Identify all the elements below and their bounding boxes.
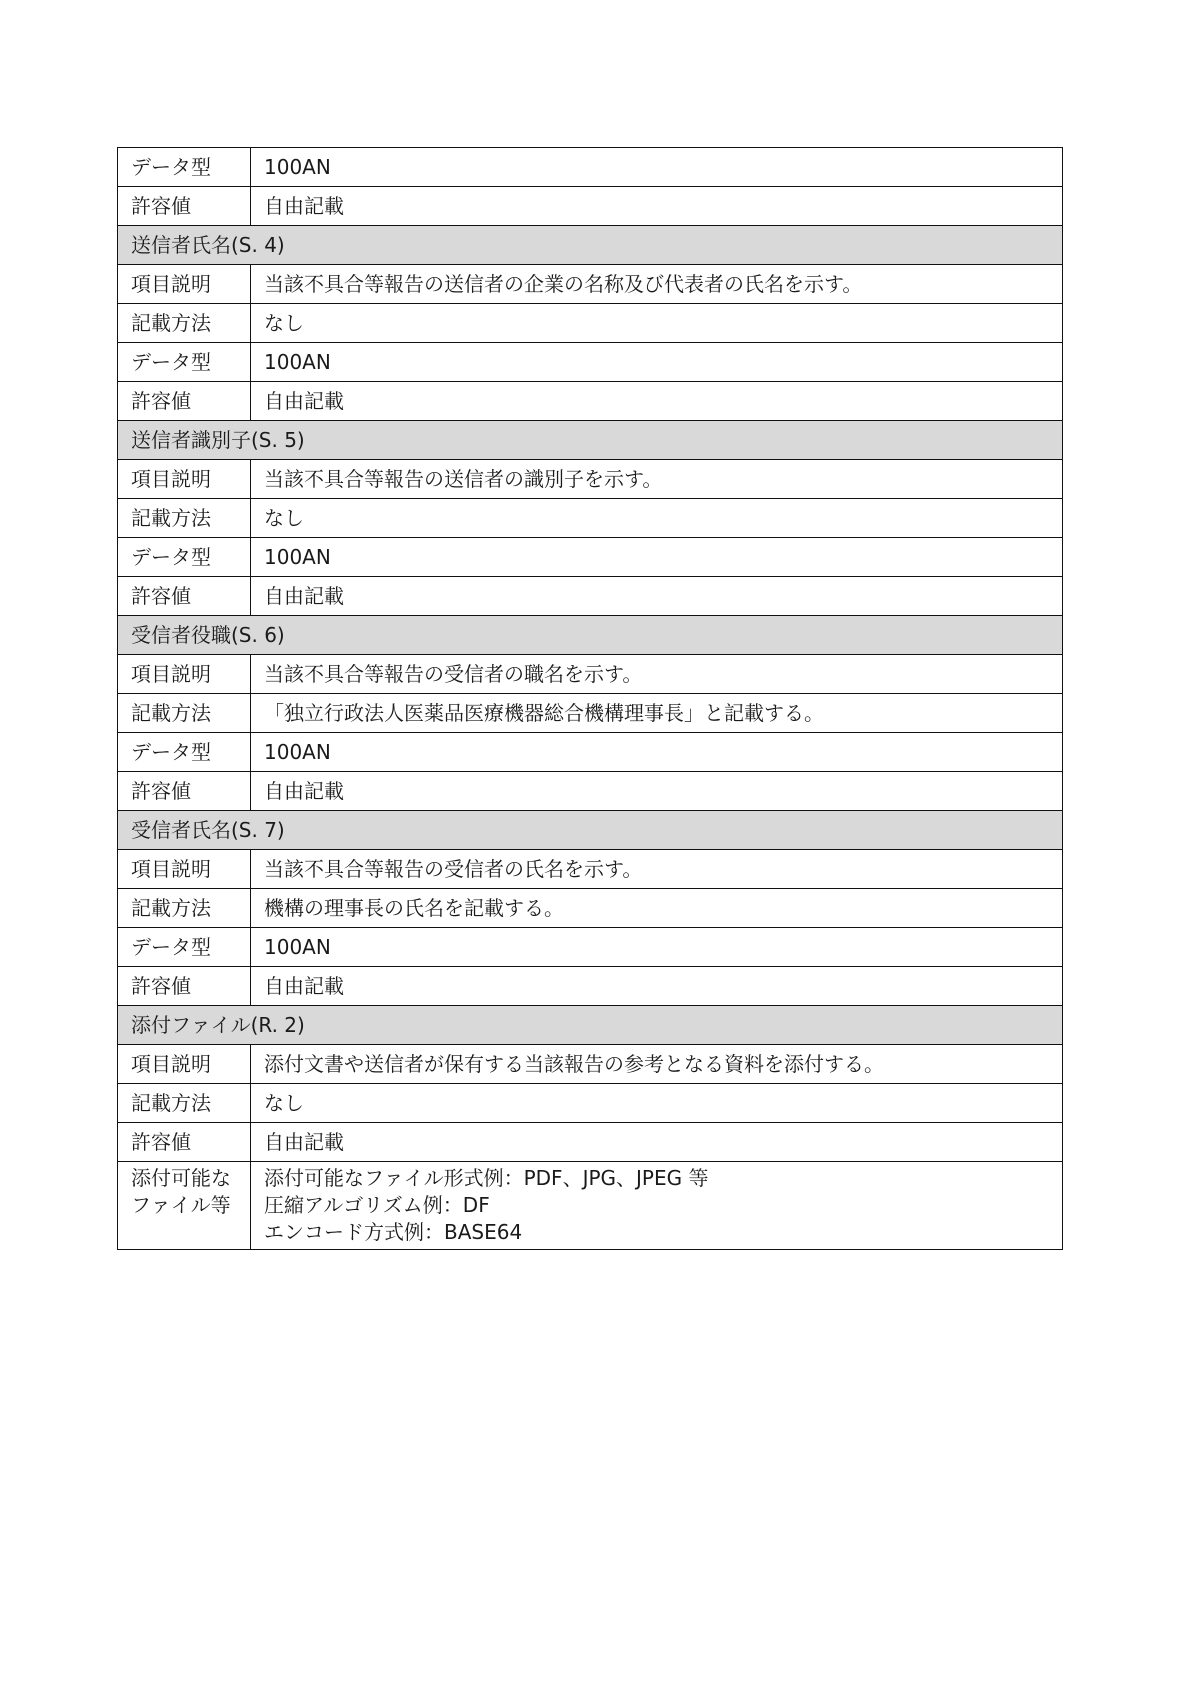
field-value: 100AN: [251, 928, 1063, 967]
field-value: 自由記載: [251, 382, 1063, 421]
field-label: 許容値: [118, 772, 251, 811]
field-value: 当該不具合等報告の送信者の企業の名称及び代表者の氏名を示す。: [251, 265, 1063, 304]
field-value: なし: [251, 304, 1063, 343]
value-line: 添付可能なファイル形式例：PDF、JPG、JPEG 等: [264, 1166, 709, 1190]
field-label: 記載方法: [118, 1084, 251, 1123]
table-row: [118, 577, 1063, 616]
field-value: [251, 1162, 1063, 1250]
section-title: 送信者氏名(S. 4): [118, 226, 1063, 265]
table-row: [118, 382, 1063, 421]
field-label: 項目説明: [118, 1045, 251, 1084]
field-value: 100AN: [251, 343, 1063, 382]
label-line: ファイル等: [131, 1193, 231, 1217]
field-value: 機構の理事長の氏名を記載する。: [251, 889, 1063, 928]
table-row: [118, 1045, 1063, 1084]
attachable-files-row: [118, 1162, 1063, 1250]
value-line: 圧縮アルゴリズム例：DF: [264, 1193, 490, 1217]
label-line: 添付可能な: [131, 1166, 231, 1190]
section-header: [118, 226, 1063, 265]
field-value: 100AN: [251, 148, 1063, 187]
field-value: 100AN: [251, 538, 1063, 577]
field-label: [118, 1162, 251, 1250]
table-row: [118, 265, 1063, 304]
table-row: [118, 733, 1063, 772]
field-label: データ型: [118, 148, 251, 187]
section-title: 受信者氏名(S. 7): [118, 811, 1063, 850]
table-row: [118, 850, 1063, 889]
section-header: [118, 421, 1063, 460]
table-row: [118, 499, 1063, 538]
field-label: 記載方法: [118, 499, 251, 538]
field-value: 100AN: [251, 733, 1063, 772]
field-label: 項目説明: [118, 265, 251, 304]
field-label: データ型: [118, 928, 251, 967]
table-row: [118, 148, 1063, 187]
field-value: 自由記載: [251, 1123, 1063, 1162]
field-label: 記載方法: [118, 694, 251, 733]
field-value: 自由記載: [251, 967, 1063, 1006]
spec-table: [117, 147, 1063, 1250]
field-label: 項目説明: [118, 460, 251, 499]
field-value: なし: [251, 1084, 1063, 1123]
value-line: エンコード方式例：BASE64: [264, 1220, 523, 1244]
table-row: [118, 304, 1063, 343]
field-label: 記載方法: [118, 304, 251, 343]
field-value: 自由記載: [251, 187, 1063, 226]
field-value: なし: [251, 499, 1063, 538]
field-label: 項目説明: [118, 655, 251, 694]
field-label: データ型: [118, 733, 251, 772]
table-row: [118, 967, 1063, 1006]
field-value: 自由記載: [251, 772, 1063, 811]
section-title: 送信者識別子(S. 5): [118, 421, 1063, 460]
table-row: [118, 343, 1063, 382]
table-row: [118, 1084, 1063, 1123]
table-row: [118, 889, 1063, 928]
table-row: [118, 538, 1063, 577]
table-row: [118, 1123, 1063, 1162]
field-label: 許容値: [118, 577, 251, 616]
field-value: 当該不具合等報告の受信者の氏名を示す。: [251, 850, 1063, 889]
table-row: [118, 460, 1063, 499]
field-label: 項目説明: [118, 850, 251, 889]
table-row: [118, 655, 1063, 694]
table-row: [118, 772, 1063, 811]
field-value: 当該不具合等報告の受信者の職名を示す。: [251, 655, 1063, 694]
field-label: 記載方法: [118, 889, 251, 928]
section-header: [118, 616, 1063, 655]
table-row: [118, 694, 1063, 733]
field-label: 許容値: [118, 1123, 251, 1162]
field-label: データ型: [118, 538, 251, 577]
section-header: [118, 811, 1063, 850]
table-row: [118, 928, 1063, 967]
table-row: [118, 187, 1063, 226]
field-value: 当該不具合等報告の送信者の識別子を示す。: [251, 460, 1063, 499]
section-header: [118, 1006, 1063, 1045]
section-title: 受信者役職(S. 6): [118, 616, 1063, 655]
field-label: 許容値: [118, 382, 251, 421]
field-label: 許容値: [118, 187, 251, 226]
field-value: 「独立行政法人医薬品医療機器総合機構理事長」と記載する。: [251, 694, 1063, 733]
field-label: 許容値: [118, 967, 251, 1006]
field-label: データ型: [118, 343, 251, 382]
field-value: 添付文書や送信者が保有する当該報告の参考となる資料を添付する。: [251, 1045, 1063, 1084]
field-value: 自由記載: [251, 577, 1063, 616]
section-title: 添付ファイル(R. 2): [118, 1006, 1063, 1045]
